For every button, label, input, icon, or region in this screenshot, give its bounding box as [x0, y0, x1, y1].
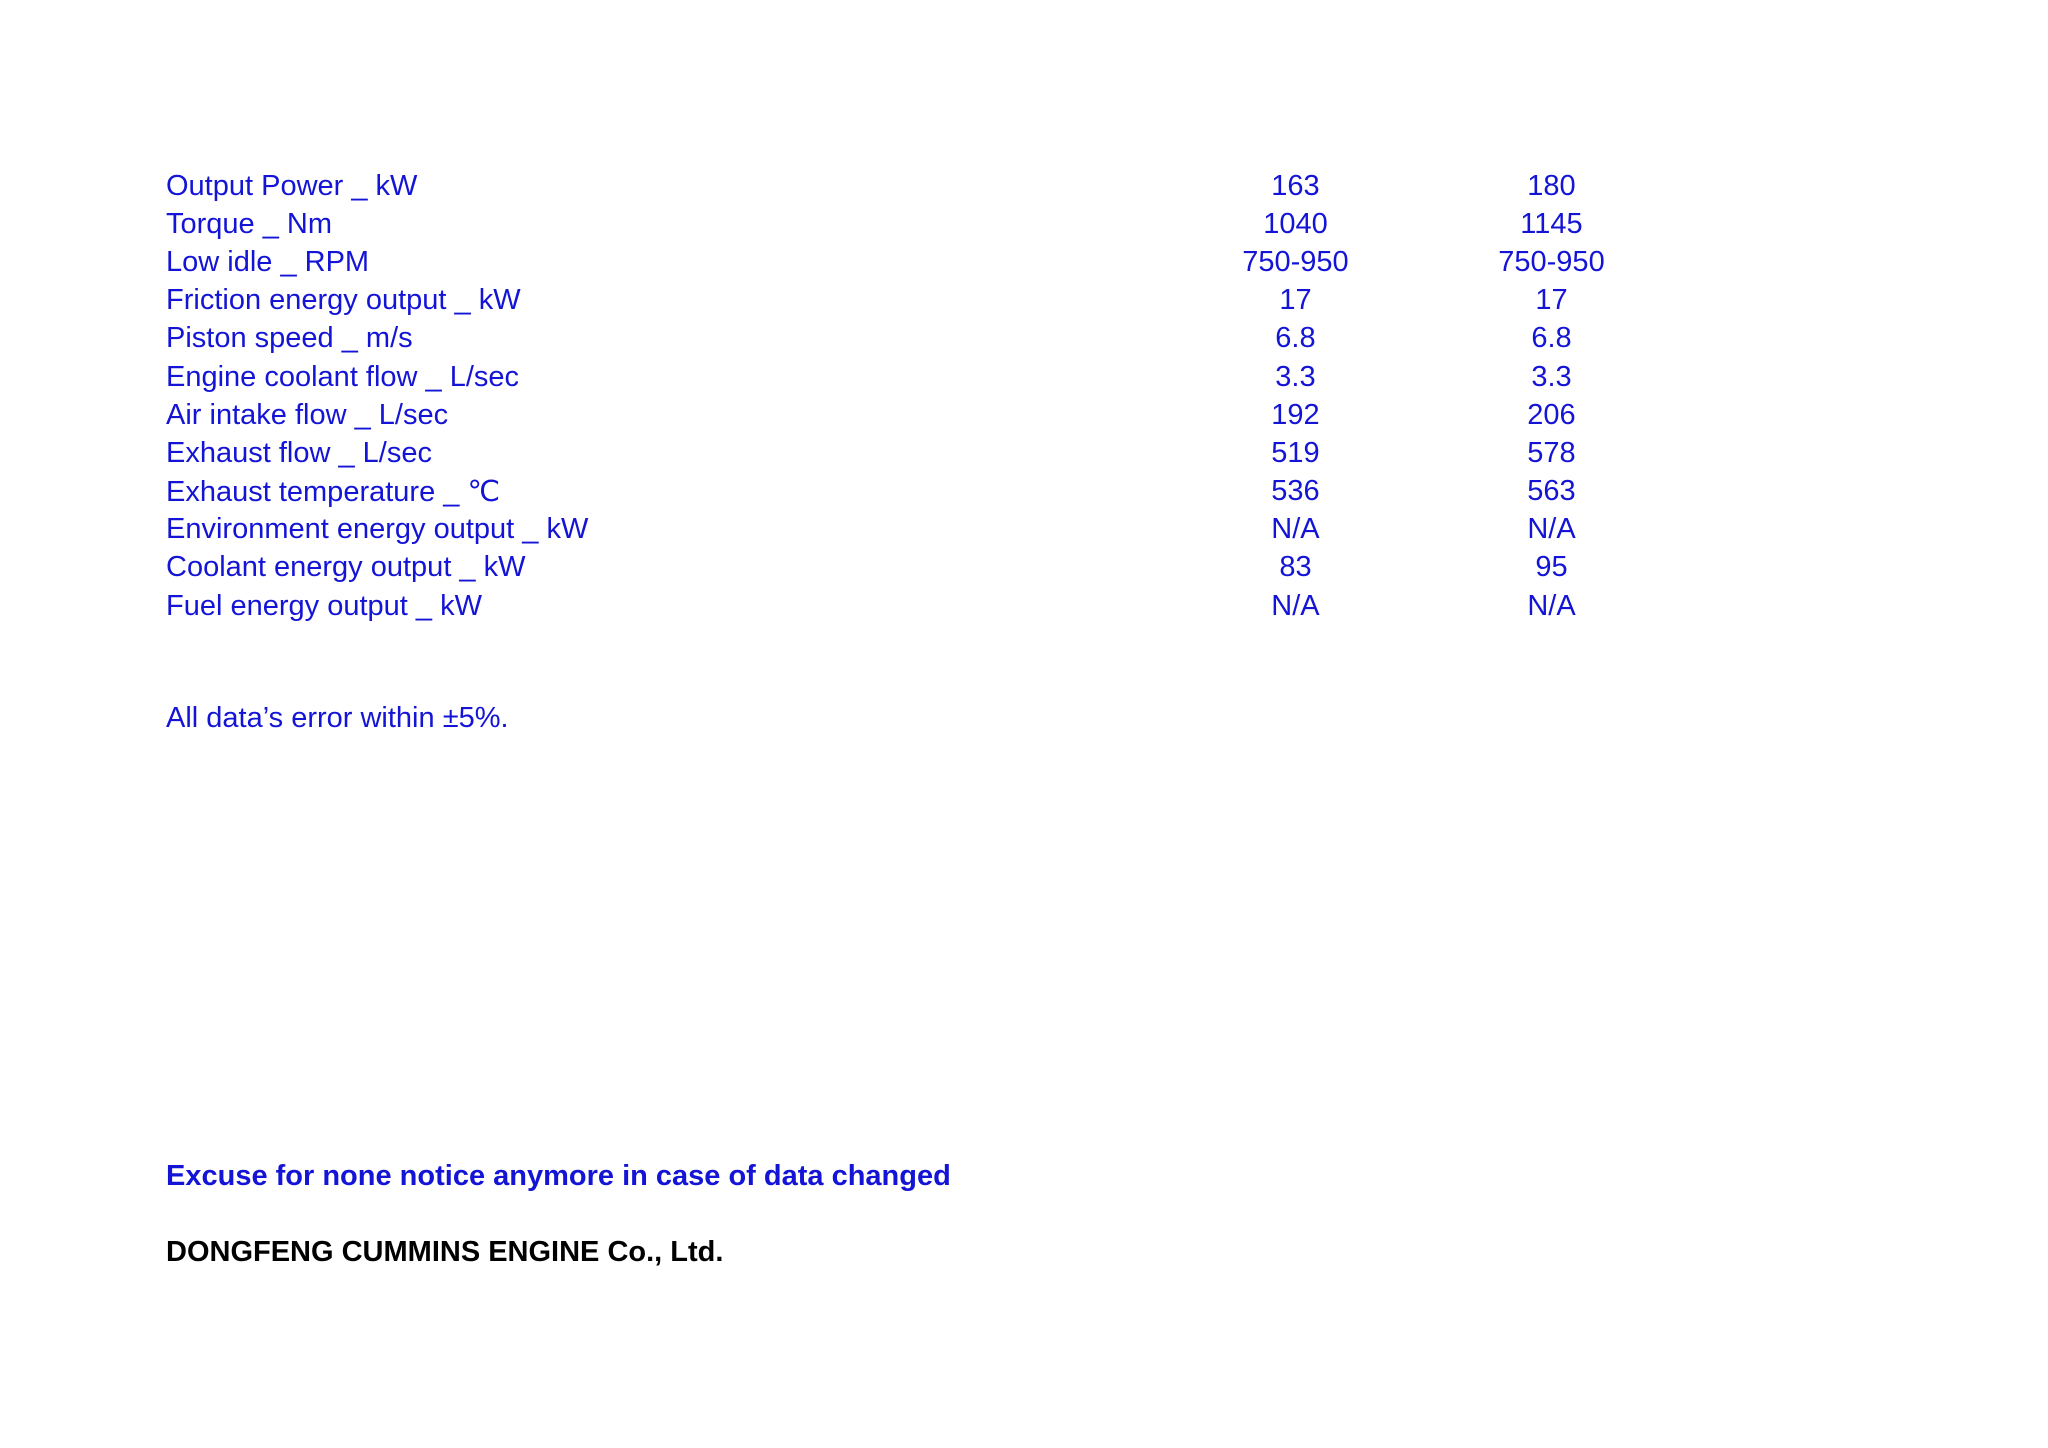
table-row — [166, 167, 1886, 205]
row-label: Environment energy output _ kW — [166, 513, 589, 546]
row-label: Piston speed _ m/s — [166, 322, 413, 355]
value-col-2: 750-950 — [1498, 245, 1605, 278]
value-col-2: 563 — [1527, 475, 1576, 508]
value-col-2: 578 — [1527, 436, 1576, 469]
row-label: Coolant energy output _ kW — [166, 551, 526, 584]
value-col-2: 206 — [1527, 398, 1576, 431]
value-col-2: 180 — [1527, 169, 1576, 202]
table-row — [166, 282, 1886, 320]
row-label: Exhaust temperature _ ℃ — [166, 476, 501, 509]
table-row — [166, 434, 1886, 472]
table-row — [166, 587, 1886, 625]
table-row — [166, 396, 1886, 434]
value-col-1: 192 — [1271, 398, 1320, 431]
value-col-1: 3.3 — [1275, 360, 1316, 393]
row-label: Fuel energy output _ kW — [166, 589, 482, 622]
row-label: Low idle _ RPM — [166, 245, 370, 278]
table-row — [166, 358, 1886, 396]
value-col-1: N/A — [1271, 589, 1320, 622]
value-col-2: 6.8 — [1531, 322, 1572, 355]
value-col-1: 6.8 — [1275, 322, 1316, 355]
engine-spec-table — [166, 167, 1886, 625]
value-col-1: 1040 — [1263, 207, 1328, 240]
value-col-2: 1145 — [1520, 207, 1583, 240]
value-col-1: N/A — [1271, 513, 1320, 546]
table-row — [166, 511, 1886, 549]
row-label: Friction energy output _ kW — [166, 284, 521, 317]
table-row — [166, 205, 1886, 243]
value-col-2: 17 — [1535, 284, 1568, 317]
row-label: Torque _ Nm — [166, 207, 333, 240]
value-col-2: 95 — [1535, 551, 1568, 584]
row-label: Exhaust flow _ L/sec — [166, 436, 432, 469]
value-col-1: 536 — [1271, 475, 1320, 508]
table-row — [166, 243, 1886, 281]
value-col-1: 750-950 — [1242, 245, 1349, 278]
row-label: Output Power _ kW — [166, 169, 418, 202]
value-col-1: 17 — [1279, 284, 1312, 317]
table-row — [166, 320, 1886, 358]
error-tolerance-note: All data’s error within ±5%. — [166, 702, 509, 734]
row-label: Air intake flow _ L/sec — [166, 398, 449, 431]
table-row — [166, 473, 1886, 511]
value-col-2: N/A — [1527, 589, 1576, 622]
row-label: Engine coolant flow _ L/sec — [166, 360, 520, 393]
value-col-1: 163 — [1271, 169, 1320, 202]
value-col-2: 3.3 — [1531, 360, 1572, 393]
value-col-1: 519 — [1271, 436, 1320, 469]
value-col-2: N/A — [1527, 513, 1576, 546]
data-change-disclaimer: Excuse for none notice anymore in case of data changed — [166, 1160, 951, 1192]
value-col-1: 83 — [1279, 551, 1312, 584]
table-row — [166, 549, 1886, 587]
company-name: DONGFENG CUMMINS ENGINE Co., Ltd. — [166, 1236, 724, 1268]
